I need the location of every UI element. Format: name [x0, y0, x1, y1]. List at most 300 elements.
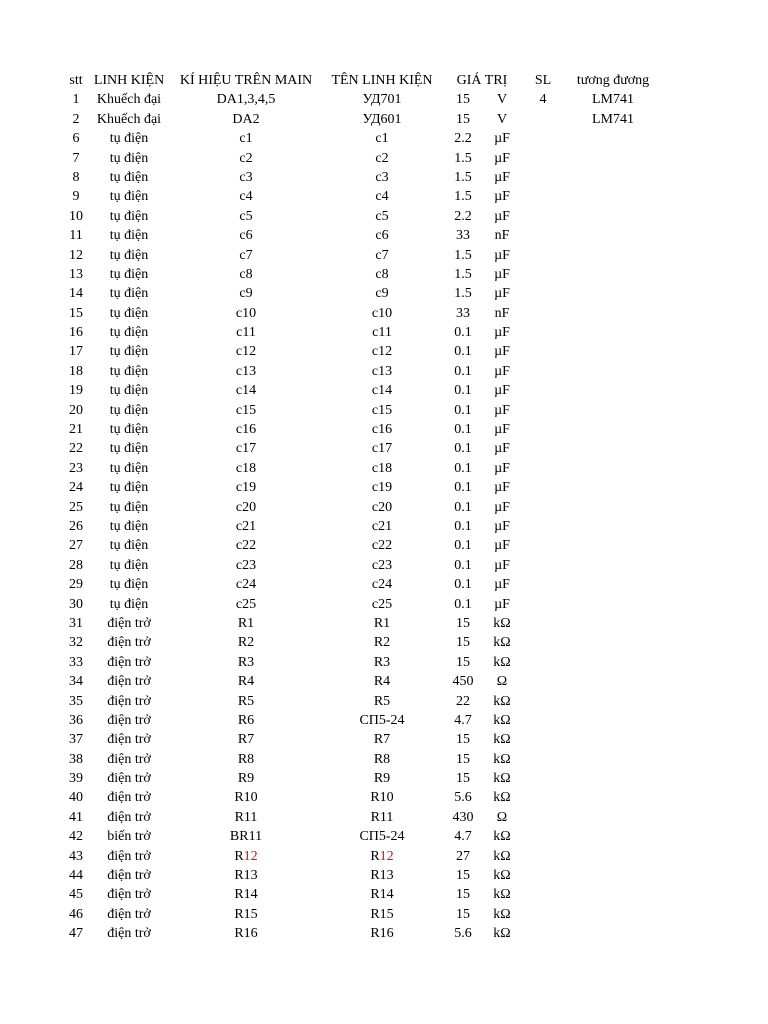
table-row — [0, 808, 768, 827]
table-row — [0, 381, 768, 400]
cell-symbol — [176, 730, 316, 749]
cell-unit-text: µF — [494, 460, 510, 476]
cell-component — [86, 905, 172, 924]
cell-name-text: c22 — [371, 538, 393, 554]
cell-value-text: 0.1 — [454, 402, 472, 418]
cell-symbol-text: c15 — [235, 402, 257, 418]
cell-component — [86, 614, 172, 633]
cell-unit-text: µF — [494, 189, 510, 205]
cell-component — [86, 498, 172, 517]
cell-unit — [486, 459, 518, 478]
cell-symbol — [176, 575, 316, 594]
cell-equivalent — [566, 788, 660, 807]
cell-stt-text: 34 — [69, 674, 83, 690]
cell-name-text: R — [370, 848, 380, 864]
table-row — [0, 536, 768, 555]
cell-qty — [526, 692, 560, 711]
cell-unit — [486, 885, 518, 904]
cell-unit — [486, 692, 518, 711]
cell-value-text: 0.1 — [454, 518, 472, 534]
cell-value-text: 22 — [456, 693, 470, 709]
cell-unit — [486, 323, 518, 342]
cell-component — [86, 478, 172, 497]
header-row — [0, 71, 768, 90]
cell-unit-text: kΩ — [493, 848, 511, 864]
cell-name — [322, 304, 442, 323]
cell-stt-text: 40 — [69, 790, 83, 806]
cell-component-text: tụ điện — [109, 460, 149, 476]
cell-unit — [486, 478, 518, 497]
cell-symbol — [176, 362, 316, 381]
table-row — [0, 226, 768, 245]
table-row — [0, 692, 768, 711]
cell-symbol-text: R4 — [237, 674, 255, 690]
cell-component-text: tụ điện — [109, 305, 149, 321]
cell-unit — [486, 808, 518, 827]
cell-name-text: c23 — [371, 557, 393, 573]
cell-unit-text: kΩ — [493, 829, 511, 845]
cell-name-text: УД601 — [362, 111, 402, 127]
cell-unit — [486, 420, 518, 439]
cell-unit-text: µF — [494, 441, 510, 457]
cell-component-text: điện trở — [107, 693, 151, 709]
cell-symbol-text: c9 — [239, 286, 253, 302]
cell-symbol-text: R7 — [237, 732, 255, 748]
cell-equivalent — [566, 246, 660, 265]
cell-component-text: tụ điện — [109, 169, 149, 185]
cell-component-text: điện trở — [107, 654, 151, 670]
cell-qty — [526, 342, 560, 361]
cell-unit — [486, 672, 518, 691]
cell-component — [86, 129, 172, 148]
cell-qty — [526, 595, 560, 614]
cell-qty — [526, 575, 560, 594]
cell-value-text: 1.5 — [454, 150, 472, 166]
cell-unit — [486, 827, 518, 846]
cell-component — [86, 381, 172, 400]
cell-name — [322, 885, 442, 904]
cell-symbol — [176, 692, 316, 711]
cell-equivalent — [566, 149, 660, 168]
cell-stt-text: 32 — [69, 635, 83, 651]
cell-value — [446, 711, 480, 730]
cell-qty — [526, 730, 560, 749]
cell-equivalent — [566, 885, 660, 904]
cell-value-text: 0.1 — [454, 596, 472, 612]
cell-equivalent — [566, 517, 660, 536]
cell-name-text: c4 — [375, 189, 389, 205]
cell-name — [322, 672, 442, 691]
cell-symbol-text: c5 — [239, 208, 253, 224]
cell-name — [322, 769, 442, 788]
cell-symbol — [176, 769, 316, 788]
cell-unit-text: µF — [494, 286, 510, 302]
cell-stt-text: 31 — [69, 615, 83, 631]
cell-name-text: R15 — [370, 906, 394, 922]
cell-component — [86, 149, 172, 168]
cell-symbol — [176, 478, 316, 497]
cell-symbol-text: c3 — [239, 169, 253, 185]
cell-name-text: c6 — [375, 228, 389, 244]
cell-name — [322, 556, 442, 575]
cell-symbol-text: DA2 — [232, 111, 260, 127]
cell-symbol — [176, 633, 316, 652]
cell-component-text: tụ điện — [109, 325, 149, 341]
cell-name-text: c17 — [371, 441, 393, 457]
cell-value — [446, 90, 480, 109]
cell-qty — [526, 246, 560, 265]
cell-symbol — [176, 129, 316, 148]
cell-value-text: 4.7 — [454, 712, 472, 728]
cell-unit-text: µF — [494, 383, 510, 399]
cell-unit — [486, 304, 518, 323]
cell-symbol-text: c14 — [235, 383, 257, 399]
cell-component-text: tụ điện — [109, 383, 149, 399]
cell-component-text: điện trở — [107, 751, 151, 767]
table-row — [0, 129, 768, 148]
cell-component-text: tụ điện — [109, 596, 149, 612]
cell-symbol-text: R8 — [237, 751, 255, 767]
cell-symbol — [176, 808, 316, 827]
cell-component-text: điện trở — [107, 848, 151, 864]
cell-name-text: c10 — [371, 305, 393, 321]
cell-symbol-text: c16 — [235, 422, 257, 438]
header-qty: SL — [534, 73, 552, 88]
cell-unit — [486, 207, 518, 226]
cell-component-text: tụ điện — [109, 131, 149, 147]
cell-equivalent — [566, 110, 660, 129]
cell-symbol — [176, 342, 316, 361]
cell-equivalent — [566, 905, 660, 924]
cell-component-text: điện trở — [107, 868, 151, 884]
cell-qty — [526, 924, 560, 943]
cell-equivalent — [566, 420, 660, 439]
cell-unit-text: kΩ — [493, 712, 511, 728]
cell-symbol-text: c20 — [235, 499, 257, 515]
cell-qty — [526, 323, 560, 342]
cell-unit — [486, 575, 518, 594]
cell-component — [86, 827, 172, 846]
cell-stt-text: 28 — [69, 557, 83, 573]
cell-value — [446, 420, 480, 439]
cell-unit — [486, 905, 518, 924]
cell-unit — [486, 90, 518, 109]
cell-symbol-text: R16 — [234, 926, 258, 942]
cell-unit-text: kΩ — [493, 635, 511, 651]
cell-unit — [486, 284, 518, 303]
cell-symbol-text: c17 — [235, 441, 257, 457]
cell-component — [86, 246, 172, 265]
component-table — [0, 71, 768, 944]
cell-equivalent — [566, 827, 660, 846]
cell-value — [446, 924, 480, 943]
cell-name — [322, 149, 442, 168]
cell-qty — [526, 168, 560, 187]
cell-symbol-text: c4 — [239, 189, 253, 205]
table-row — [0, 885, 768, 904]
cell-component — [86, 808, 172, 827]
cell-symbol — [176, 110, 316, 129]
cell-component — [86, 633, 172, 652]
cell-component — [86, 284, 172, 303]
cell-stt-text: 10 — [69, 208, 83, 224]
cell-name — [322, 653, 442, 672]
cell-equivalent — [566, 323, 660, 342]
cell-equivalent — [566, 459, 660, 478]
cell-unit-text: nF — [494, 305, 510, 321]
cell-component — [86, 90, 172, 109]
cell-name — [322, 381, 442, 400]
cell-value-text: 1.5 — [454, 266, 472, 282]
cell-value-text: 2.2 — [454, 208, 472, 224]
cell-name-text: R4 — [373, 674, 391, 690]
table-row — [0, 420, 768, 439]
table-row — [0, 730, 768, 749]
table-row — [0, 750, 768, 769]
cell-symbol-text: R1 — [237, 615, 255, 631]
cell-qty — [526, 110, 560, 129]
cell-unit-text: µF — [494, 480, 510, 496]
cell-unit-text: Ω — [496, 809, 508, 825]
table-row — [0, 866, 768, 885]
cell-component-text: tụ điện — [109, 577, 149, 593]
cell-value-text: 15 — [456, 732, 470, 748]
cell-symbol-highlight: 12 — [243, 848, 258, 864]
cell-unit — [486, 536, 518, 555]
cell-stt-text: 27 — [69, 538, 83, 554]
cell-equivalent — [566, 478, 660, 497]
cell-stt-text: 43 — [69, 848, 83, 864]
cell-value-text: 15 — [456, 868, 470, 884]
cell-component-text: Khuếch đại — [96, 92, 162, 108]
cell-stt-text: 25 — [69, 499, 83, 515]
cell-symbol-text: R13 — [234, 868, 258, 884]
cell-name — [322, 246, 442, 265]
cell-symbol — [176, 517, 316, 536]
cell-component-text: tụ điện — [109, 363, 149, 379]
cell-equivalent — [566, 381, 660, 400]
cell-value-text: 15 — [456, 906, 470, 922]
cell-name — [322, 90, 442, 109]
cell-name-text: c5 — [375, 208, 389, 224]
cell-qty — [526, 304, 560, 323]
cell-value-text: 15 — [456, 887, 470, 903]
cell-stt-text: 47 — [69, 926, 83, 942]
cell-value — [446, 556, 480, 575]
cell-qty-text: 4 — [539, 92, 547, 108]
cell-symbol — [176, 653, 316, 672]
cell-symbol-text: c13 — [235, 363, 257, 379]
cell-value — [446, 187, 480, 206]
cell-component-text: tụ điện — [109, 499, 149, 515]
cell-value — [446, 226, 480, 245]
cell-symbol — [176, 536, 316, 555]
cell-value-text: 450 — [452, 674, 474, 690]
cell-component — [86, 847, 172, 866]
cell-name-text: R1 — [373, 615, 391, 631]
cell-name-text: c16 — [371, 422, 393, 438]
cell-stt-text: 17 — [69, 344, 83, 360]
table-row — [0, 672, 768, 691]
cell-component-text: điện trở — [107, 790, 151, 806]
cell-unit-text: µF — [494, 557, 510, 573]
cell-symbol-text: c10 — [235, 305, 257, 321]
table-row — [0, 769, 768, 788]
cell-value-text: 33 — [456, 228, 470, 244]
cell-component — [86, 924, 172, 943]
cell-stt-text: 20 — [69, 402, 83, 418]
cell-component — [86, 769, 172, 788]
cell-value-text: 2.2 — [454, 131, 472, 147]
cell-equivalent — [566, 633, 660, 652]
cell-value — [446, 575, 480, 594]
cell-component-text: tụ điện — [109, 480, 149, 496]
cell-value-text: 0.1 — [454, 441, 472, 457]
cell-value-text: 0.1 — [454, 460, 472, 476]
cell-unit — [486, 866, 518, 885]
table-row — [0, 304, 768, 323]
cell-value — [446, 827, 480, 846]
cell-value — [446, 653, 480, 672]
cell-unit — [486, 381, 518, 400]
cell-value — [446, 595, 480, 614]
table-row — [0, 478, 768, 497]
cell-value — [446, 207, 480, 226]
cell-component — [86, 672, 172, 691]
cell-qty — [526, 536, 560, 555]
cell-name — [322, 226, 442, 245]
cell-symbol — [176, 207, 316, 226]
cell-value-text: 0.1 — [454, 363, 472, 379]
cell-stt-text: 19 — [69, 383, 83, 399]
cell-symbol-text: c18 — [235, 460, 257, 476]
cell-symbol-text: R6 — [237, 712, 255, 728]
cell-component — [86, 207, 172, 226]
cell-component — [86, 536, 172, 555]
cell-qty — [526, 711, 560, 730]
cell-equivalent — [566, 342, 660, 361]
cell-equivalent — [566, 226, 660, 245]
cell-stt-text: 45 — [69, 887, 83, 903]
cell-equivalent — [566, 614, 660, 633]
cell-symbol — [176, 847, 316, 866]
cell-symbol-text: c24 — [235, 577, 257, 593]
cell-name-text: c7 — [375, 247, 389, 263]
cell-component — [86, 420, 172, 439]
cell-equivalent — [566, 556, 660, 575]
cell-component-text: tụ điện — [109, 518, 149, 534]
cell-value-text: 0.1 — [454, 577, 472, 593]
cell-name — [322, 207, 442, 226]
cell-qty — [526, 556, 560, 575]
cell-qty — [526, 788, 560, 807]
header-equivalent: tương đương — [576, 73, 650, 88]
cell-stt-text: 36 — [69, 712, 83, 728]
cell-name-text: c18 — [371, 460, 393, 476]
cell-equivalent — [566, 847, 660, 866]
cell-symbol — [176, 556, 316, 575]
cell-value-text: 0.1 — [454, 499, 472, 515]
cell-name — [322, 478, 442, 497]
cell-name-text: c21 — [371, 518, 393, 534]
cell-component-text: biến trở — [107, 829, 151, 845]
cell-symbol — [176, 866, 316, 885]
cell-name — [322, 595, 442, 614]
cell-unit — [486, 187, 518, 206]
cell-equivalent — [566, 362, 660, 381]
cell-stt-text: 22 — [69, 441, 83, 457]
cell-unit-text: µF — [494, 577, 510, 593]
cell-name — [322, 788, 442, 807]
cell-value — [446, 149, 480, 168]
cell-name — [322, 924, 442, 943]
cell-component-text: điện trở — [107, 887, 151, 903]
cell-component-text: tụ điện — [109, 247, 149, 263]
cell-stt-text: 8 — [72, 169, 80, 185]
cell-unit-text: kΩ — [493, 868, 511, 884]
table-body — [0, 90, 768, 943]
cell-value — [446, 284, 480, 303]
cell-stt-text: 39 — [69, 771, 83, 787]
cell-name-text: R13 — [370, 868, 394, 884]
cell-symbol — [176, 246, 316, 265]
cell-unit-text: kΩ — [493, 926, 511, 942]
cell-equivalent — [566, 653, 660, 672]
cell-unit-text: kΩ — [493, 615, 511, 631]
cell-component-text: tụ điện — [109, 557, 149, 573]
cell-qty — [526, 517, 560, 536]
table-row — [0, 168, 768, 187]
cell-value — [446, 342, 480, 361]
cell-equivalent-text: LM741 — [592, 92, 634, 108]
cell-value — [446, 692, 480, 711]
cell-qty — [526, 381, 560, 400]
cell-component-text: điện trở — [107, 615, 151, 631]
table-row — [0, 401, 768, 420]
cell-qty — [526, 207, 560, 226]
cell-qty — [526, 362, 560, 381]
cell-name-text: R7 — [373, 732, 391, 748]
cell-value — [446, 323, 480, 342]
cell-name — [322, 439, 442, 458]
cell-component-text: tụ điện — [109, 189, 149, 205]
cell-component — [86, 304, 172, 323]
cell-stt-text: 29 — [69, 577, 83, 593]
cell-stt-text: 9 — [72, 189, 80, 205]
table-row — [0, 595, 768, 614]
header-value: GIÁ TRỊ — [456, 73, 508, 88]
cell-component — [86, 342, 172, 361]
table-row — [0, 517, 768, 536]
cell-value — [446, 788, 480, 807]
cell-symbol-text: c23 — [235, 557, 257, 573]
cell-component-text: tụ điện — [109, 344, 149, 360]
cell-component — [86, 653, 172, 672]
table-row — [0, 362, 768, 381]
cell-name-text: R9 — [373, 771, 391, 787]
cell-symbol — [176, 595, 316, 614]
cell-component-text: tụ điện — [109, 402, 149, 418]
cell-unit — [486, 788, 518, 807]
cell-component — [86, 750, 172, 769]
cell-name — [322, 323, 442, 342]
cell-name-text: СП5-24 — [359, 712, 405, 728]
cell-qty — [526, 90, 560, 109]
cell-name — [322, 420, 442, 439]
cell-qty — [526, 750, 560, 769]
cell-unit-text: µF — [494, 247, 510, 263]
cell-component — [86, 595, 172, 614]
